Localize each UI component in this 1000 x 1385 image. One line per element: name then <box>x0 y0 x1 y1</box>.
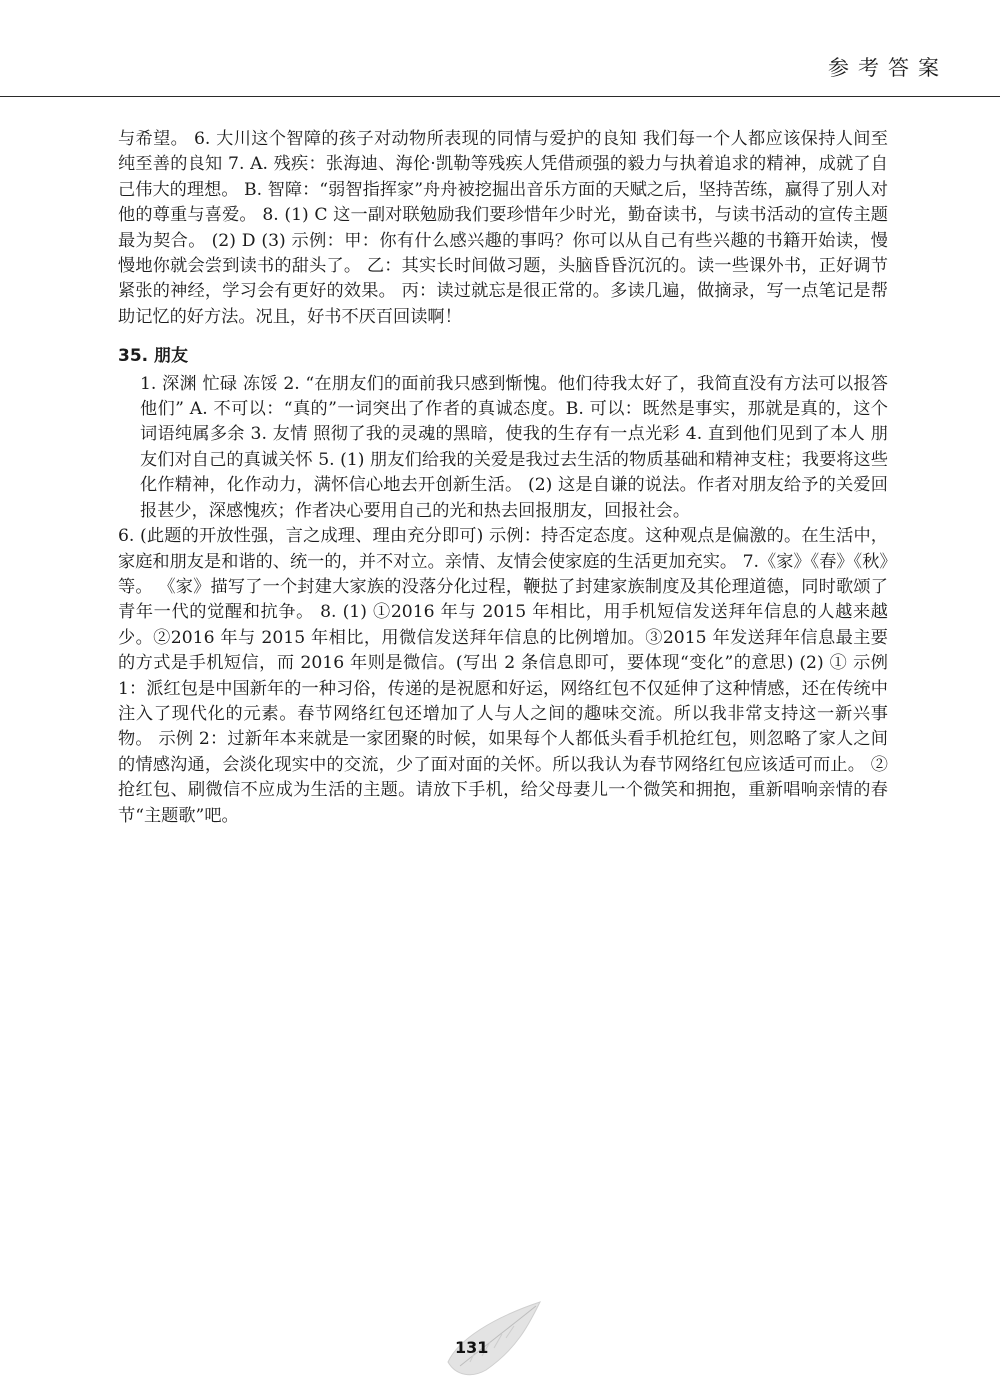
section-title: 35. 朋友 <box>118 346 189 367</box>
continued-answer-paragraph: 与希望。 6. 大川这个智障的孩子对动物所表现的同情与爱护的良知 我们每一个人都应该保持人间至纯至善的良知 7. A. 残疾：张海迪、海伦·凯勒等残疾人凭借顽强的毅力与执着追求的精神，成就了自己伟大的理想。 B. 智障：“弱智指挥家”舟舟被挖掘出音乐方面的天赋之后，坚持苦练，赢得了别人对他的尊重与喜爱。 8. (1) C 这一副对联勉励我们要珍惜年少时光，勤奋读书，与读书活动的宣传主题最为契合。 (2) D (3) 示例：甲：你有什么感兴趣的事吗？你可以从自己有些兴趣的书籍开始读，慢慢地你就会尝到读书的甜头了。 乙：其实长时间做习题，头脑昏昏沉沉的。读一些课外书，正好调节紧张的神经，学习会有更好的效果。 丙：读过就忘是很正常的。多读几遍，做摘录，写一点笔记是帮助记忆的好方法。况且，好书不厌百回读啊！ <box>118 129 888 327</box>
page-number: 131 <box>455 1338 489 1357</box>
header-divider <box>0 96 1000 97</box>
page-header-title: 参考答案 <box>828 56 948 80</box>
section-answer-paragraph: 1. 深渊 忙碌 冻馁 2. “在朋友们的面前我只感到惭愧。他们待我太好了，我简直没有方法可以报答他们” A. 不可以：“真的”一词突出了作者的真诚态度。B. 可以：既然是事实，那就是真的，这个词语纯属多余 3. 友情 照彻了我的灵魂的黑暗，使我的生存有一点光彩 4. 直到他们见到了本人 朋友们对自己的真诚关怀 5. (1) 朋友们给我的关爱是我过去生活的物质基础和精神支柱；我要将这些化作精神，化作动力，满怀信心地去开创新生活。 (2) 这是自谦的说法。作者对朋友给予的关爱回报甚少，深感愧疚；作者决心要用自己的光和热去回报朋友，回报社会。 <box>140 373 888 521</box>
page-number-badge <box>440 1300 550 1380</box>
section-answer-paragraph: 6. (此题的开放性强，言之成理、理由充分即可) 示例：持否定态度。这种观点是偏激的。在生活中，家庭和朋友是和谐的、统一的，并不对立。亲情、友情会使家庭的生活更加充实。 7.《家》《春》《秋》等。 《家》描写了一个封建大家族的没落分化过程，鞭挞了封建家族制度及其伦理道德，同时歌颂了青年一代的觉醒和抗争。 8. (1) ①2016 年与 2015 年相比，用手机短信发送拜年信息的人越来越少。②2016 年与 2015 年相比，用微信发送拜年信息的比例增加。③2015 年发送拜年信息最主要的方式是手机短信，而 2016 年则是微信。(写出 2 条信息即可，要体现“变化”的意思) (2) ① 示例 1：派红包是中国新年的一种习俗，传递的是祝愿和好运，网络红包不仅延伸了这种情感，还在传统中注入了现代化的元素。春节网络红包还增加了人与人之间的趣味交流。所以我非常支持这一新兴事物。 示例 2：过新年本来就是一家团聚的时候，如果每个人都低头看手机抢红包，则忽略了家人之间的情感沟通，会淡化现实中的交流，少了面对面的关怀。所以我认为春节网络红包应该适可而止。 ② 抢红包、刷微信不应成为生活的主题。请放下手机，给父母妻儿一个微笑和拥抱，重新唱响亲情的春节“主题歌”吧。 <box>118 526 888 826</box>
answer-content <box>118 127 888 829</box>
